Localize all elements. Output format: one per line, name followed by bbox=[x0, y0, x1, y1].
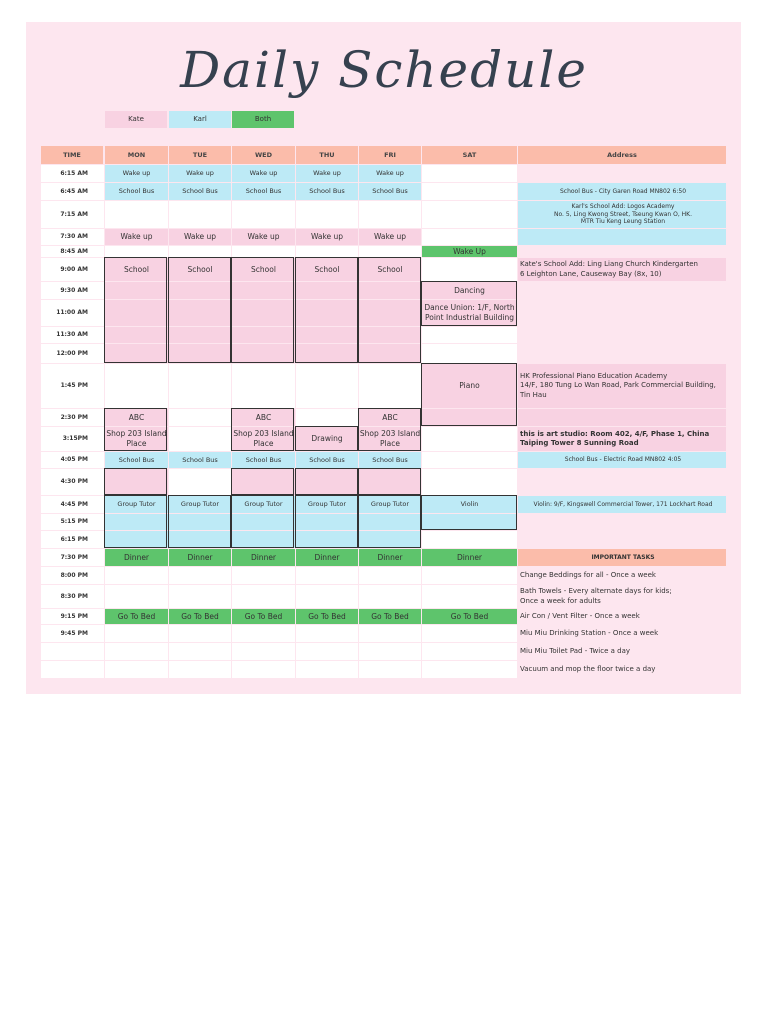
time-cell: 1:45 PM bbox=[41, 364, 104, 408]
schedule-cell-thu bbox=[296, 246, 358, 257]
time-cell bbox=[41, 643, 104, 660]
schedule-cell-sat bbox=[422, 183, 517, 200]
schedule-cell-wed: School bbox=[232, 258, 295, 281]
address-cell: School Bus - Electric Road MN802 4:05 bbox=[518, 452, 726, 468]
schedule-cell-thu: Go To Bed bbox=[296, 609, 358, 624]
schedule-cell-fri bbox=[359, 364, 421, 408]
schedule-cell-wed bbox=[232, 344, 295, 363]
schedule-cell-wed: School Bus bbox=[232, 183, 295, 200]
schedule-cell-thu bbox=[296, 409, 358, 426]
schedule-cell-thu: School bbox=[296, 258, 358, 281]
column-header-mon: MON bbox=[105, 146, 168, 164]
schedule-cell-fri: Group Tutor bbox=[359, 496, 421, 513]
schedule-cell-tue bbox=[169, 300, 231, 326]
time-cell: 6:15 AM bbox=[41, 165, 104, 182]
schedule-cell-fri bbox=[359, 327, 421, 343]
schedule-cell-thu: Group Tutor bbox=[296, 496, 358, 513]
schedule-cell-mon: Dinner bbox=[105, 549, 168, 566]
time-cell bbox=[41, 661, 104, 678]
schedule-cell-mon bbox=[105, 567, 168, 584]
column-header-tue: TUE bbox=[169, 146, 231, 164]
column-header-address: Address bbox=[518, 146, 726, 164]
schedule-cell-sat bbox=[422, 567, 517, 584]
address-cell bbox=[518, 344, 726, 363]
schedule-cell-mon bbox=[105, 625, 168, 642]
schedule-cell-sat bbox=[422, 258, 517, 281]
schedule-cell-fri: Wake up bbox=[359, 165, 421, 182]
address-cell bbox=[518, 300, 726, 326]
schedule-cell-sat bbox=[422, 327, 517, 343]
address-cell: Air Con / Vent Filter - Once a week bbox=[520, 611, 640, 620]
schedule-cell-wed: ABC bbox=[232, 409, 295, 426]
schedule-cell-fri: ABC bbox=[359, 409, 421, 426]
schedule-cell-wed bbox=[232, 531, 295, 548]
schedule-cell-thu bbox=[296, 567, 358, 584]
schedule-cell-thu bbox=[296, 201, 358, 228]
address-cell bbox=[518, 282, 726, 299]
schedule-cell-wed: Wake up bbox=[232, 229, 295, 245]
address-cell: Karl's School Add: Logos Academy No. 5, Ling Kwong Street, Tseung Kwan O, HK. MTR Tiu Keng Leung Station bbox=[518, 201, 726, 228]
schedule-cell-wed bbox=[232, 246, 295, 257]
column-header-thu: THU bbox=[296, 146, 358, 164]
schedule-cell-tue bbox=[169, 246, 231, 257]
schedule-cell-fri bbox=[359, 344, 421, 363]
schedule-cell-fri: Go To Bed bbox=[359, 609, 421, 624]
time-cell: 7:15 AM bbox=[41, 201, 104, 228]
schedule-cell-sat: Dancing bbox=[422, 282, 517, 299]
time-cell: 9:15 PM bbox=[41, 609, 104, 624]
address-cell bbox=[518, 469, 726, 495]
schedule-cell-tue bbox=[169, 585, 231, 608]
schedule-cell-thu: School Bus bbox=[296, 452, 358, 468]
address-cell bbox=[518, 246, 726, 257]
address-cell: Miu Miu Drinking Station - Once a week bbox=[520, 628, 659, 637]
schedule-cell-mon: Group Tutor bbox=[105, 496, 168, 513]
schedule-cell-mon bbox=[105, 364, 168, 408]
schedule-cell-wed bbox=[232, 661, 295, 678]
schedule-cell-fri bbox=[359, 643, 421, 660]
schedule-cell-sat: Dance Union: 1/F, North Point Industrial Building bbox=[422, 300, 517, 326]
schedule-cell-fri bbox=[359, 625, 421, 642]
schedule-cell-sat bbox=[422, 625, 517, 642]
address-cell bbox=[518, 531, 726, 548]
schedule-cell-mon: Go To Bed bbox=[105, 609, 168, 624]
schedule-cell-sat: Piano bbox=[422, 364, 517, 408]
time-cell: 2:30 PM bbox=[41, 409, 104, 426]
schedule-cell-tue: Wake up bbox=[169, 229, 231, 245]
schedule-cell-sat bbox=[422, 165, 517, 182]
address-cell: School Bus - City Garen Road MN802 6:50 bbox=[518, 183, 726, 200]
column-header-time: TIME bbox=[41, 146, 103, 164]
schedule-cell-fri bbox=[359, 661, 421, 678]
schedule-cell-tue bbox=[169, 469, 231, 495]
time-cell: 8:00 PM bbox=[41, 567, 104, 584]
address-cell: Change Beddings for all - Once a week bbox=[520, 570, 656, 579]
schedule-cell-mon bbox=[105, 514, 168, 530]
schedule-cell-fri bbox=[359, 282, 421, 299]
time-cell: 8:30 PM bbox=[41, 585, 104, 608]
schedule-cell-thu bbox=[296, 300, 358, 326]
schedule-cell-wed bbox=[232, 567, 295, 584]
time-cell: 4:05 PM bbox=[41, 452, 104, 468]
address-cell: IMPORTANT TASKS bbox=[518, 549, 726, 566]
address-cell: HK Professional Piano Education Academy 14/F, 180 Tung Lo Wan Road, Park Commercial Building, Tin Hau bbox=[518, 364, 726, 408]
schedule-cell-mon: Shop 203 Island Place bbox=[105, 427, 168, 451]
schedule-cell-fri bbox=[359, 567, 421, 584]
schedule-cell-sat: Violin bbox=[422, 496, 517, 513]
schedule-cell-mon bbox=[105, 661, 168, 678]
schedule-cell-tue: School Bus bbox=[169, 452, 231, 468]
schedule-cell-thu: Drawing bbox=[296, 427, 358, 451]
schedule-cell-thu bbox=[296, 661, 358, 678]
schedule-cell-thu: Wake up bbox=[296, 229, 358, 245]
schedule-cell-wed bbox=[232, 625, 295, 642]
time-cell: 4:45 PM bbox=[41, 496, 104, 513]
schedule-cell-mon: School Bus bbox=[105, 183, 168, 200]
schedule-cell-tue bbox=[169, 514, 231, 530]
time-cell: 9:00 AM bbox=[41, 258, 104, 281]
address-cell: Violin: 9/F, Kingswell Commercial Tower, 171 Lockhart Road bbox=[518, 496, 726, 513]
schedule-cell-mon bbox=[105, 344, 168, 363]
schedule-cell-wed bbox=[232, 585, 295, 608]
schedule-cell-fri bbox=[359, 531, 421, 548]
legend-kate: Kate bbox=[105, 111, 167, 128]
schedule-cell-sat bbox=[422, 452, 517, 468]
schedule-cell-tue bbox=[169, 427, 231, 451]
schedule-cell-mon: Wake up bbox=[105, 229, 168, 245]
schedule-cell-sat bbox=[422, 427, 517, 451]
schedule-cell-tue bbox=[169, 344, 231, 363]
schedule-cell-tue bbox=[169, 531, 231, 548]
time-cell: 6:45 AM bbox=[41, 183, 104, 200]
address-cell bbox=[518, 409, 726, 426]
schedule-cell-tue bbox=[169, 661, 231, 678]
schedule-cell-wed: Go To Bed bbox=[232, 609, 295, 624]
schedule-cell-fri: Shop 203 Island Place bbox=[359, 427, 421, 451]
schedule-cell-thu bbox=[296, 514, 358, 530]
schedule-cell-fri bbox=[359, 300, 421, 326]
schedule-cell-sat bbox=[422, 661, 517, 678]
schedule-cell-fri: Wake up bbox=[359, 229, 421, 245]
schedule-cell-wed bbox=[232, 469, 295, 495]
time-cell: 9:30 AM bbox=[41, 282, 104, 299]
schedule-cell-wed bbox=[232, 282, 295, 299]
time-cell: 6:15 PM bbox=[41, 531, 104, 548]
schedule-cell-wed bbox=[232, 327, 295, 343]
schedule-cell-mon bbox=[105, 327, 168, 343]
schedule-cell-sat bbox=[422, 514, 517, 530]
schedule-cell-thu bbox=[296, 344, 358, 363]
schedule-cell-fri: Dinner bbox=[359, 549, 421, 566]
time-cell: 5:15 PM bbox=[41, 514, 104, 530]
schedule-cell-sat: Dinner bbox=[422, 549, 517, 566]
schedule-cell-sat bbox=[422, 469, 517, 495]
schedule-cell-mon bbox=[105, 469, 168, 495]
address-cell bbox=[518, 229, 726, 245]
schedule-cell-mon: ABC bbox=[105, 409, 168, 426]
schedule-cell-wed bbox=[232, 201, 295, 228]
schedule-cell-thu: School Bus bbox=[296, 183, 358, 200]
schedule-cell-wed: Group Tutor bbox=[232, 496, 295, 513]
schedule-cell-wed bbox=[232, 514, 295, 530]
address-cell: Vacuum and mop the floor twice a day bbox=[520, 664, 656, 673]
time-cell: 9:45 PM bbox=[41, 625, 104, 642]
schedule-cell-thu bbox=[296, 327, 358, 343]
schedule-cell-mon bbox=[105, 201, 168, 228]
schedule-cell-mon bbox=[105, 300, 168, 326]
schedule-cell-tue: School Bus bbox=[169, 183, 231, 200]
schedule-cell-sat bbox=[422, 201, 517, 228]
schedule-cell-sat bbox=[422, 344, 517, 363]
schedule-cell-mon bbox=[105, 585, 168, 608]
schedule-cell-thu bbox=[296, 585, 358, 608]
schedule-cell-mon bbox=[105, 531, 168, 548]
schedule-cell-wed: Shop 203 Island Place bbox=[232, 427, 295, 451]
schedule-cell-fri bbox=[359, 201, 421, 228]
schedule-cell-tue bbox=[169, 364, 231, 408]
address-cell: Bath Towels - Every alternate days for kids; Once a week for adults bbox=[520, 587, 672, 605]
schedule-cell-tue: School bbox=[169, 258, 231, 281]
schedule-cell-thu bbox=[296, 469, 358, 495]
address-cell bbox=[518, 165, 726, 182]
legend-both: Both bbox=[232, 111, 294, 128]
time-cell: 11:30 AM bbox=[41, 327, 104, 343]
schedule-cell-wed bbox=[232, 300, 295, 326]
schedule-cell-tue bbox=[169, 282, 231, 299]
address-cell: Miu Miu Toilet Pad - Twice a day bbox=[520, 646, 631, 655]
schedule-cell-sat bbox=[422, 229, 517, 245]
column-header-fri: FRI bbox=[359, 146, 421, 164]
schedule-cell-tue: Group Tutor bbox=[169, 496, 231, 513]
schedule-cell-tue: Dinner bbox=[169, 549, 231, 566]
schedule-cell-mon: Wake up bbox=[105, 165, 168, 182]
schedule-cell-sat bbox=[422, 643, 517, 660]
address-cell bbox=[518, 514, 726, 530]
schedule-cell-wed: Wake up bbox=[232, 165, 295, 182]
schedule-cell-tue: Wake up bbox=[169, 165, 231, 182]
schedule-cell-wed: Dinner bbox=[232, 549, 295, 566]
schedule-cell-tue: Go To Bed bbox=[169, 609, 231, 624]
schedule-cell-fri: School Bus bbox=[359, 183, 421, 200]
time-cell: 7:30 PM bbox=[41, 549, 104, 566]
time-cell: 12:00 PM bbox=[41, 344, 104, 363]
schedule-cell-tue bbox=[169, 567, 231, 584]
legend-karl: Karl bbox=[169, 111, 231, 128]
schedule-cell-fri bbox=[359, 246, 421, 257]
schedule-cell-fri bbox=[359, 469, 421, 495]
schedule-cell-sat bbox=[422, 409, 517, 426]
schedule-cell-mon bbox=[105, 282, 168, 299]
schedule-cell-wed: School Bus bbox=[232, 452, 295, 468]
schedule-cell-fri bbox=[359, 514, 421, 530]
schedule-cell-thu bbox=[296, 364, 358, 408]
schedule-cell-fri: School bbox=[359, 258, 421, 281]
schedule-cell-mon bbox=[105, 643, 168, 660]
schedule-cell-mon bbox=[105, 246, 168, 257]
page-title: Daily Schedule bbox=[180, 41, 588, 99]
schedule-cell-thu bbox=[296, 625, 358, 642]
schedule-cell-tue bbox=[169, 409, 231, 426]
schedule-cell-thu bbox=[296, 531, 358, 548]
schedule-cell-sat: Go To Bed bbox=[422, 609, 517, 624]
schedule-cell-tue bbox=[169, 201, 231, 228]
time-cell: 7:30 AM bbox=[41, 229, 104, 245]
schedule-cell-tue bbox=[169, 643, 231, 660]
schedule-cell-sat bbox=[422, 585, 517, 608]
schedule-cell-tue bbox=[169, 625, 231, 642]
time-cell: 8:45 AM bbox=[41, 246, 104, 257]
schedule-cell-sat bbox=[422, 531, 517, 548]
address-cell: Kate's School Add: Ling Liang Church Kindergarten 6 Leighton Lane, Causeway Bay (8x, 10) bbox=[518, 258, 726, 281]
schedule-cell-mon: School Bus bbox=[105, 452, 168, 468]
address-cell bbox=[518, 327, 726, 343]
time-cell: 4:30 PM bbox=[41, 469, 104, 495]
schedule-cell-thu bbox=[296, 282, 358, 299]
time-cell: 3:15PM bbox=[41, 427, 104, 451]
schedule-cell-wed bbox=[232, 364, 295, 408]
schedule-cell-thu bbox=[296, 643, 358, 660]
time-cell: 11:00 AM bbox=[41, 300, 104, 326]
schedule-cell-tue bbox=[169, 327, 231, 343]
schedule-cell-thu: Wake up bbox=[296, 165, 358, 182]
schedule-cell-thu: Dinner bbox=[296, 549, 358, 566]
column-header-sat: SAT bbox=[422, 146, 517, 164]
column-header-wed: WED bbox=[232, 146, 295, 164]
schedule-cell-sat: Wake Up bbox=[422, 246, 517, 257]
schedule-cell-wed bbox=[232, 643, 295, 660]
schedule-cell-mon: School bbox=[105, 258, 168, 281]
schedule-cell-fri: School Bus bbox=[359, 452, 421, 468]
address-cell: this is art studio: Room 402, 4/F, Phase 1, China Taiping Tower 8 Sunning Road bbox=[518, 427, 726, 451]
schedule-cell-fri bbox=[359, 585, 421, 608]
